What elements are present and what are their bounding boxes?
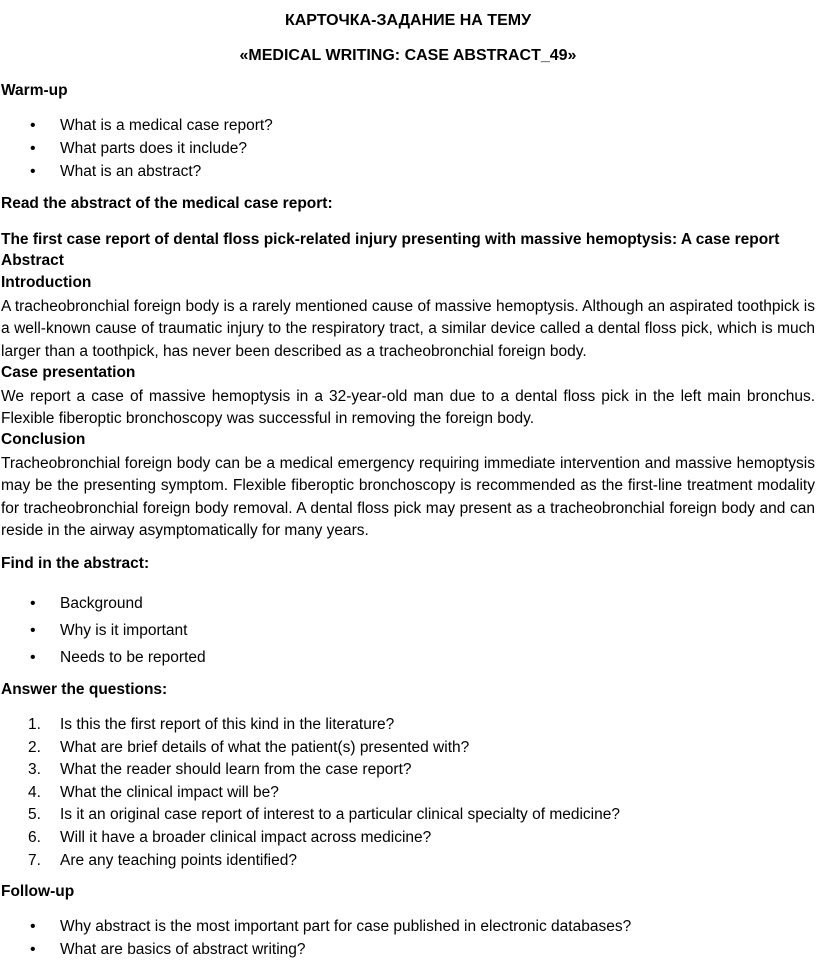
case-presentation-text: We report a case of massive hemoptysis in a 32-year-old man due to a dental floss pick in the left main bronchus. Flexible fiberoptic bronchoscopy was successful in removing the foreign body. — [1, 388, 815, 428]
abstract-label: Abstract — [1, 252, 64, 269]
page-title-line2: «MEDICAL WRITING: CASE ABSTRACT_49» — [239, 47, 577, 64]
list-item — [0, 714, 620, 737]
read-heading: Read the abstract of the medical case report: — [1, 195, 333, 212]
list-item: • What is an abstract? — [0, 160, 273, 183]
introduction-text: A tracheobronchial foreign body is a rarely mentioned cause of massive hemoptysis. Although an aspirated toothpick is a well-known cause of traumatic injury to the respiratory tract, a similar device called a dental floss pick, which is much larger than a toothpick, has never been described as a tracheobronchial foreign body. — [1, 298, 815, 360]
warmup-list — [0, 114, 273, 183]
abstract-title: The first case report of dental floss pick-related injury presenting with massive hemoptysis: A case report — [1, 231, 780, 248]
find-heading: Find in the abstract: — [1, 555, 150, 572]
list-item — [0, 827, 620, 850]
page-title-line1: КАРТОЧКА-ЗАДАНИЕ НА ТЕМУ — [284, 12, 532, 29]
conclusion-heading: Conclusion — [1, 431, 86, 448]
question-number: 5. — [28, 806, 41, 824]
question-number: 4. — [28, 783, 41, 801]
list-item: • Background — [0, 590, 206, 617]
question-number: 6. — [28, 828, 41, 846]
questions-heading: Answer the questions: — [1, 681, 168, 698]
warmup-heading: Warm-up — [1, 82, 68, 99]
question-text: Will it have a broader clinical impact across medicine? — [60, 828, 432, 846]
conclusion-text: Tracheobronchial foreign body can be a medical emergency requiring immediate intervention and massive hemoptysis may be the presenting symptom. Flexible fiberoptic bronchoscopy is recommended as the first-line treatment modality for tracheobronchial foreign body removal. A dental floss pick may present as a tracheobronchial foreign body and can reside in the airway asymptomatically for many years. — [1, 455, 815, 540]
list-item: • What are basics of abstract writing? — [0, 938, 631, 961]
question-number: 3. — [28, 761, 41, 779]
followup-list — [0, 915, 631, 961]
list-item — [0, 782, 620, 805]
question-text: Is this the first report of this kind in the literature? — [60, 716, 395, 733]
list-item: • What is a medical case report? — [0, 114, 273, 137]
list-item: • Needs to be reported — [0, 644, 206, 671]
followup-heading: Follow-up — [1, 883, 75, 900]
questions-list — [0, 714, 620, 872]
question-number: 2. — [28, 738, 41, 756]
list-item — [0, 759, 620, 782]
question-number: 7. — [28, 851, 41, 869]
list-item: • What parts does it include? — [0, 137, 273, 160]
question-text: Is it an original case report of interest to a particular clinical specialty of medicine? — [60, 806, 620, 824]
list-item: • Why is it important — [0, 617, 206, 644]
list-item — [0, 804, 620, 827]
question-text: What the reader should learn from the case report? — [60, 761, 412, 779]
introduction-heading: Introduction — [1, 274, 92, 291]
question-text: What the clinical impact will be? — [60, 783, 279, 801]
list-item — [0, 850, 620, 873]
find-list — [0, 590, 206, 671]
question-text: Are any teaching points identified? — [60, 851, 297, 869]
question-number: 1. — [28, 716, 41, 733]
case-presentation-heading: Case presentation — [1, 364, 136, 381]
list-item: • Why abstract is the most important part for case published in electronic databases? — [0, 915, 631, 938]
question-text: What are brief details of what the patient(s) presented with? — [60, 738, 470, 756]
list-item — [0, 737, 620, 760]
